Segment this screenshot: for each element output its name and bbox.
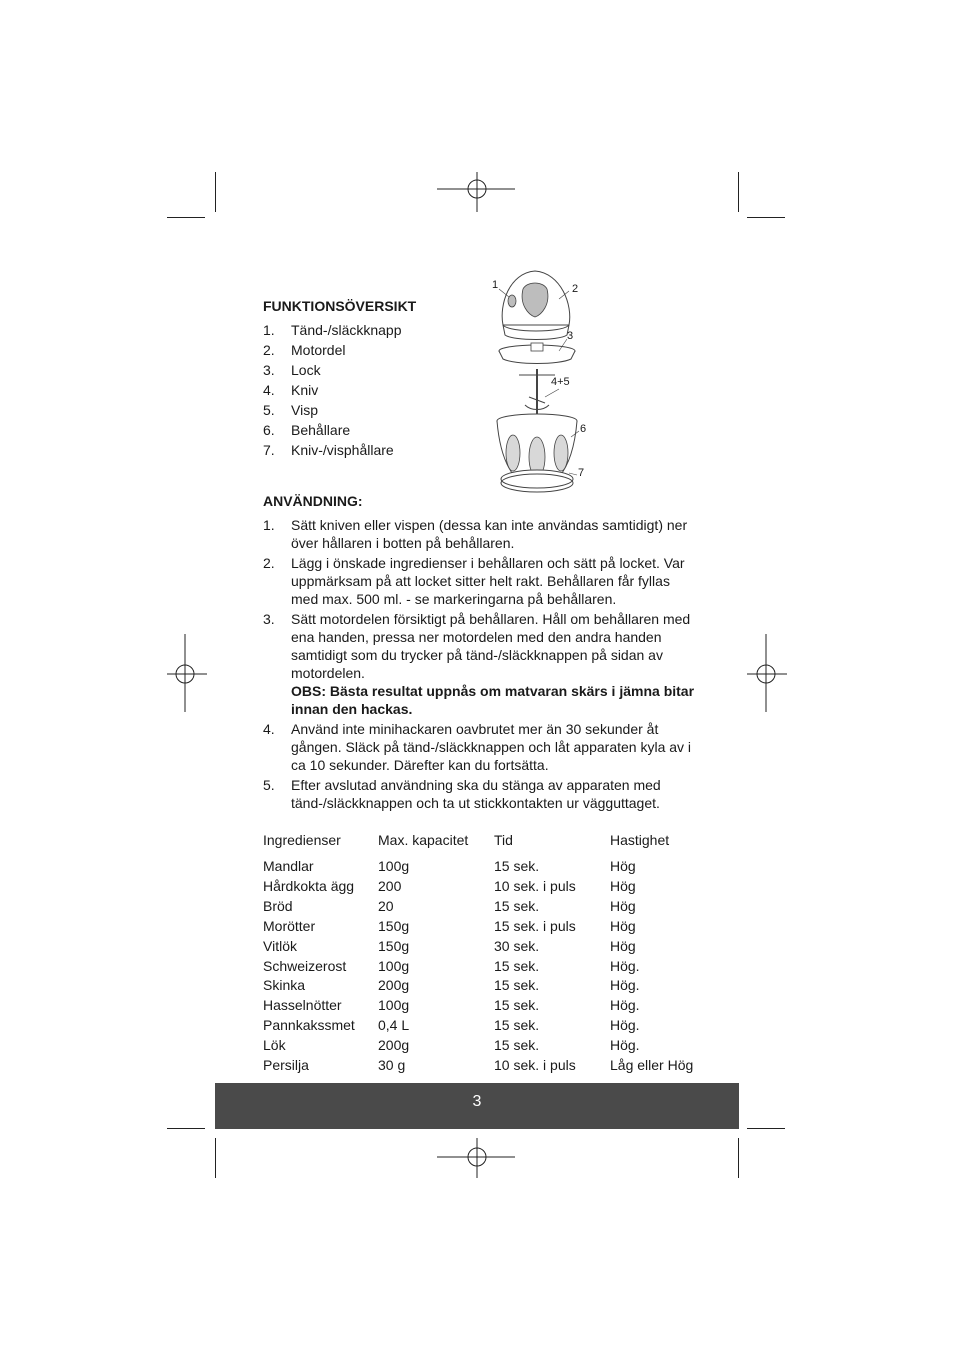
product-diagram xyxy=(485,265,595,500)
crop-mark xyxy=(215,172,216,212)
crop-mark xyxy=(747,217,785,218)
list-item: 4. Använd inte minihackaren oavbrutet mer än 30 sekunder åt gången. Släck på tänd-/släckknappen och låt apparaten kyla av i ca 10 sekunder. Därefter kan du fortsätta. xyxy=(263,721,692,773)
table-row: Lök 200g 15 sek. Hög. xyxy=(263,1037,640,1054)
diagram-label-3: 3 xyxy=(567,330,574,342)
page-number: 3 xyxy=(472,1093,482,1110)
diagram-label-4-5: 4+5 xyxy=(551,376,570,388)
list-item: 3. Sätt motordelen försiktigt på behållaren. Håll om behållaren med ena handen, pressa ner motordelen med den andra handen samtidigt som du trycker på tänd-/släckknappen på sidan av motordelen. OBS: Bästa resultat uppnås om matvaran skärs i jämna bitar innan den hackas. xyxy=(263,610,698,718)
list-item: 2. Lägg i önskade ingredienser i behållaren och sätt på locket. Var uppmärksam på att locket sitter helt rakt. Behållaren får fyllas med max. 500 ml. - se markeringarna på behållaren. xyxy=(263,555,685,607)
crop-mark xyxy=(738,172,739,212)
crop-mark xyxy=(747,1128,785,1129)
diagram-label-6: 6 xyxy=(580,423,587,435)
crop-mark xyxy=(738,1138,739,1178)
registration-mark-left xyxy=(165,634,209,714)
chopper-illustration xyxy=(485,265,595,500)
table-row: Vitlök 150g 30 sek. Hög xyxy=(263,937,636,954)
list-item: 6. Behållare xyxy=(263,422,351,438)
list-item: 5. Visp xyxy=(263,402,318,418)
list-item: 1. Sätt kniven eller vispen (dessa kan inte användas samtidigt) ner över hållaren i botten på behållaren. xyxy=(263,517,688,551)
list-item: 5. Efter avslutad användning ska du stänga av apparaten med tänd-/släckknappen och ta ut stickkontakten ur vägguttaget. xyxy=(263,777,661,811)
table-row: Morötter 150g 15 sek. i puls Hög xyxy=(263,917,636,934)
table-row: Hårdkokta ägg 200 10 sek. i puls Hög xyxy=(263,877,636,894)
table-row: Schweizerost 100g 15 sek. Hög. xyxy=(263,957,640,974)
table-row: Persilja 30 g 10 sek. i puls Låg eller Hög xyxy=(263,1057,694,1074)
features-title: FUNKTIONSÖVERSIKT xyxy=(263,298,417,314)
diagram-label-7: 7 xyxy=(578,467,585,479)
table-row: Mandlar 100g 15 sek. Hög xyxy=(263,858,636,874)
footer-bar xyxy=(215,1083,739,1129)
registration-mark-top xyxy=(437,170,517,214)
capacity-table xyxy=(263,830,700,1076)
table-header: Ingredienser xyxy=(263,832,341,848)
usage-title: ANVÄNDNING: xyxy=(263,493,363,509)
table-header: Max. kapacitet xyxy=(378,832,469,848)
registration-mark-right xyxy=(745,634,789,714)
registration-mark-bottom xyxy=(437,1136,517,1180)
usage-note: OBS: Bästa resultat uppnås om matvaran skärs i jämna bitar innan den hackas. xyxy=(291,683,695,717)
table-header-row xyxy=(263,830,700,857)
list-item: 3. Lock xyxy=(263,362,321,378)
table-row: Bröd 20 15 sek. Hög xyxy=(263,897,636,914)
crop-mark xyxy=(215,1138,216,1178)
crop-mark xyxy=(167,217,205,218)
list-item: 1. Tänd-/släckknapp xyxy=(263,322,402,338)
table-header: Hastighet xyxy=(610,832,670,848)
diagram-label-1: 1 xyxy=(492,279,499,291)
crop-mark xyxy=(167,1128,205,1129)
list-item: 2. Motordel xyxy=(263,342,346,358)
usage-list xyxy=(263,516,698,814)
features-list xyxy=(263,320,703,460)
list-item: 7. Kniv-/visphållare xyxy=(263,442,394,458)
table-row: Skinka 200g 15 sek. Hög. xyxy=(263,977,640,994)
table-row: Hasselnötter 100g 15 sek. Hög. xyxy=(263,997,640,1014)
list-item: 4. Kniv xyxy=(263,382,319,398)
diagram-label-2: 2 xyxy=(572,283,579,295)
table-header: Tid xyxy=(494,832,513,848)
table-row: Pannkakssmet 0,4 L 15 sek. Hög. xyxy=(263,1017,640,1034)
